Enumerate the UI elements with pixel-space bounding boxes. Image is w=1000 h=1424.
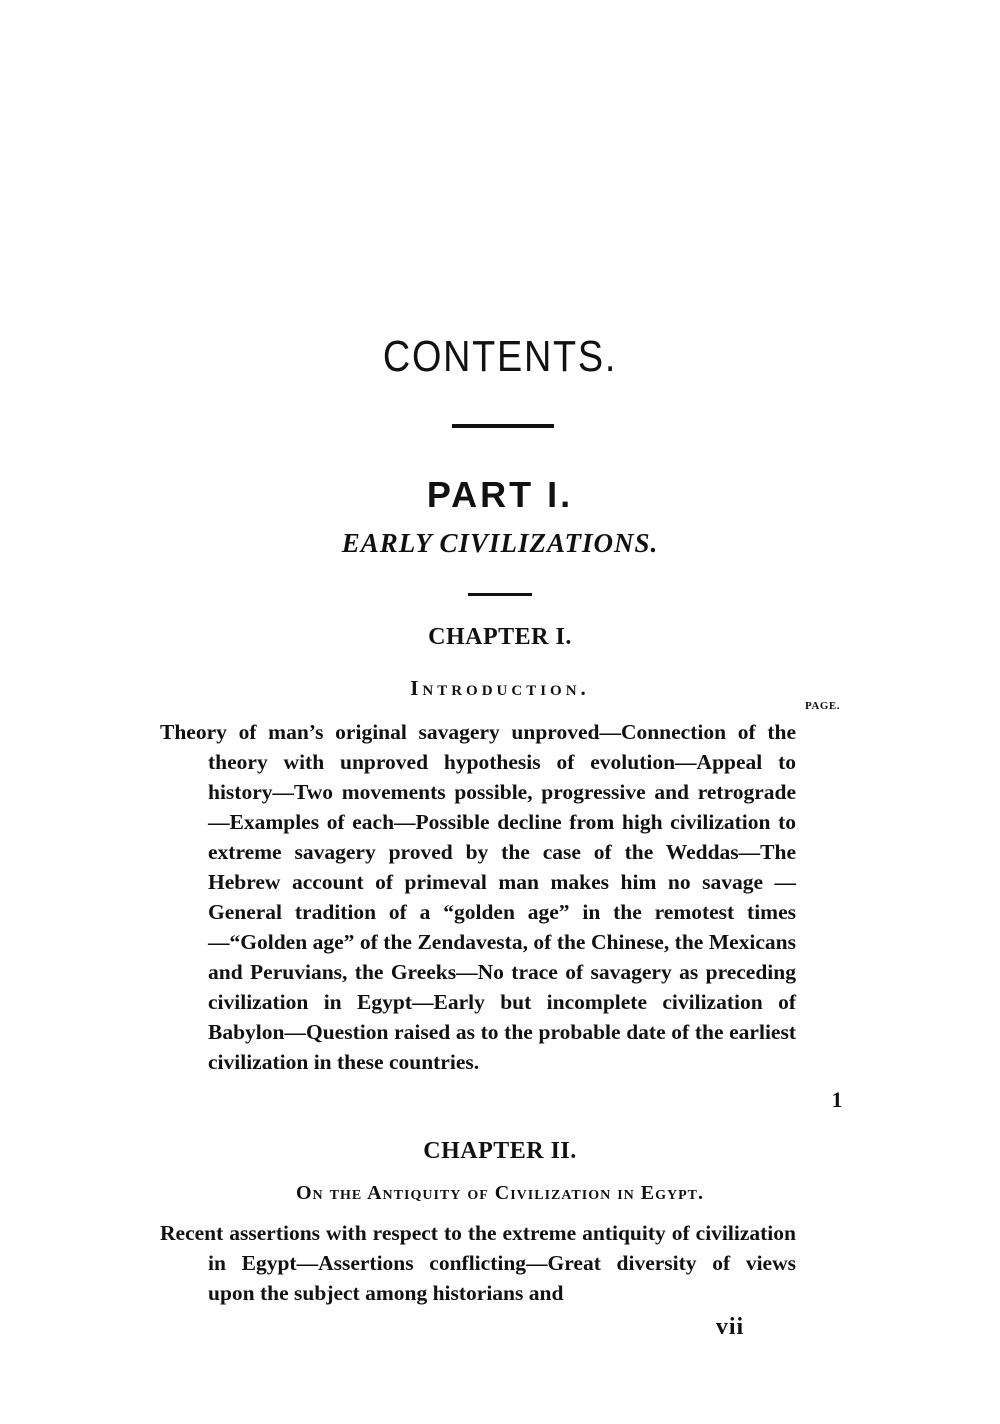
chapter-1-page-number: 1 — [831, 1087, 843, 1112]
part-label: PART I. — [426, 474, 574, 515]
chapter-2-summary: Recent assertions with respect to the extreme antiquity of civilization in Egypt—Assertions conflicting—Great diversity of views upon the subject among historians and — [160, 1221, 796, 1305]
page-folio: vii — [715, 1314, 745, 1340]
chapter-1-label: CHAPTER I. — [428, 624, 572, 650]
chapter-2-label: CHAPTER II. — [423, 1138, 577, 1164]
page-column-heading: PAGE. — [805, 700, 840, 712]
title-divider — [452, 424, 554, 428]
chapter-2-title: On the Antiquity of Civilization in Egypt. — [295, 1182, 705, 1204]
contents-title: CONTENTS. — [382, 332, 618, 381]
part-title: EARLY CIVILIZATIONS. — [341, 528, 659, 558]
part-divider — [468, 593, 532, 596]
chapter-1-title: Introduction. — [410, 676, 590, 700]
chapter-1-summary: Theory of man’s original savagery unproved—Connection of the theory with unproved hypothesis of evolution—Appeal to history—Two movements possible, progressive and retrograde—Examples of each—Possible decline from high civilization to extreme savagery proved by the case of the Weddas—The Hebrew account of primeval man makes him no savage — General tradition of a “golden age” in the remotest times—“Golden age” of the Zendavesta, of the Chinese, the Mexicans and Peruvians, the Greeks—No trace of savagery as preceding civilization in Egypt—Early but incomplete civilization of Babylon—Question raised as to the probable date of the earliest civilization in these countries. — [160, 720, 796, 1074]
